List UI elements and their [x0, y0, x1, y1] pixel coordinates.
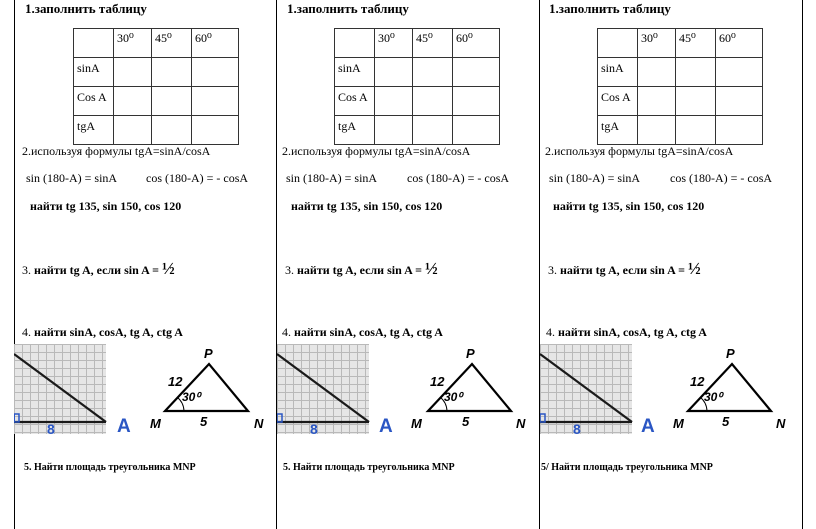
task3-text: найти tg A, если sin A =	[34, 263, 159, 277]
grid-vertex-label: A	[379, 416, 393, 437]
table-row-label: sinA	[335, 58, 375, 87]
formula-cos: cos (180-A) = - cosA	[146, 171, 249, 185]
task1-title: 1.заполнить таблицу	[549, 1, 671, 16]
table-cell	[413, 58, 453, 87]
task2-find: найти tg 135, sin 150, cos 120	[553, 199, 705, 213]
table-header-cell: 60⁰	[192, 29, 239, 58]
task3	[285, 259, 438, 279]
trig-table	[597, 28, 763, 145]
task3-text: найти tg A, если sin A =	[297, 263, 422, 277]
task3-number: 3.	[548, 263, 557, 277]
table-header-row	[335, 29, 500, 58]
table-cell	[598, 29, 638, 58]
table-cell	[413, 87, 453, 116]
table-header-cell: 60⁰	[716, 29, 763, 58]
vertex-p-label: P	[726, 346, 735, 361]
table-header-cell: 30⁰	[638, 29, 676, 58]
side-mp-label: 12	[690, 374, 705, 389]
task3-value: ½	[424, 259, 438, 278]
task3	[548, 259, 701, 279]
formula-sin: sin (180-A) = sinA	[549, 171, 641, 185]
task3	[22, 259, 175, 279]
vertex-n-label: N	[516, 416, 526, 431]
grid-vertex-label: A	[117, 416, 131, 437]
table-row	[74, 116, 239, 145]
table-cell	[335, 29, 375, 58]
task1-title: 1.заполнить таблицу	[287, 1, 409, 16]
table-cell	[453, 58, 500, 87]
task4	[22, 325, 183, 340]
table-cell	[114, 58, 152, 87]
side-mn-label: 5	[200, 414, 208, 429]
table-row	[74, 87, 239, 116]
task4-text: найти sinA, cosA, tg A, ctg A	[558, 325, 707, 339]
table-row	[335, 116, 500, 145]
formula-sin: sin (180-A) = sinA	[26, 171, 118, 185]
task3-value: ½	[161, 259, 175, 278]
worksheet-column-2	[277, 0, 540, 529]
table-row-label: sinA	[74, 58, 114, 87]
table-row-label: tgA	[335, 116, 375, 145]
table-cell	[192, 58, 239, 87]
formula-sin: sin (180-A) = sinA	[286, 171, 378, 185]
table-cell	[638, 87, 676, 116]
task5: 5. Найти площадь треугольника MNP	[24, 462, 196, 473]
table-header-cell: 45⁰	[413, 29, 453, 58]
table-cell	[74, 29, 114, 58]
table-cell	[413, 116, 453, 145]
table-row-label: Cos A	[335, 87, 375, 116]
vertex-n-label: N	[776, 416, 786, 431]
table-row	[598, 87, 763, 116]
task3-text: найти tg A, если sin A =	[560, 263, 685, 277]
table-cell	[152, 58, 192, 87]
grid-leg-label: 8	[310, 421, 318, 437]
table-cell	[375, 116, 413, 145]
table-cell	[375, 58, 413, 87]
task2-title: 2.используя формулы tgA=sinA/cosA	[282, 144, 471, 158]
table-row-label: tgA	[74, 116, 114, 145]
task3-value: ½	[687, 259, 701, 278]
table-cell	[114, 116, 152, 145]
table-header-cell: 30⁰	[114, 29, 152, 58]
grid-leg-label: 8	[47, 421, 55, 437]
table-cell	[676, 116, 716, 145]
angle-label: 30⁰	[182, 390, 201, 404]
task2-title: 2.используя формулы tgA=sinA/cosA	[545, 144, 734, 158]
task5: 5. Найти площадь треугольника MNP	[283, 462, 455, 473]
task3-number: 3.	[285, 263, 294, 277]
side-mn-label: 5	[722, 414, 730, 429]
angle-label: 30⁰	[704, 390, 723, 404]
table-row	[598, 116, 763, 145]
table-row-label: sinA	[598, 58, 638, 87]
table-cell	[114, 87, 152, 116]
table-header-cell: 30⁰	[375, 29, 413, 58]
task4-text: найти sinA, cosA, tg A, ctg A	[34, 325, 183, 339]
table-cell	[192, 87, 239, 116]
formula-cos: cos (180-A) = - cosA	[670, 171, 773, 185]
table-cell	[676, 58, 716, 87]
task4	[282, 325, 443, 340]
table-row-label: Cos A	[74, 87, 114, 116]
table-cell	[638, 116, 676, 145]
task4	[546, 325, 707, 340]
grid-triangle	[540, 344, 640, 436]
table-header-cell: 45⁰	[152, 29, 192, 58]
table-row	[598, 58, 763, 87]
vertex-m-label: M	[411, 416, 422, 431]
worksheet-column-3	[540, 0, 803, 529]
trig-table	[334, 28, 500, 145]
grid-vertex-label: A	[641, 416, 655, 437]
grid-leg-label: 8	[573, 421, 581, 437]
table-header-cell: 45⁰	[676, 29, 716, 58]
task2-find: найти tg 135, sin 150, cos 120	[30, 199, 182, 213]
task4-number: 4.	[546, 325, 555, 339]
trig-table	[73, 28, 239, 145]
table-row-label: tgA	[598, 116, 638, 145]
table-cell	[192, 116, 239, 145]
vertex-n-label: N	[254, 416, 264, 431]
side-mp-label: 12	[168, 374, 183, 389]
task4-number: 4.	[282, 325, 291, 339]
task4-text: найти sinA, cosA, tg A, ctg A	[294, 325, 443, 339]
side-mn-label: 5	[462, 414, 470, 429]
table-cell	[453, 87, 500, 116]
task2-find: найти tg 135, sin 150, cos 120	[291, 199, 443, 213]
table-cell	[375, 87, 413, 116]
table-cell	[638, 58, 676, 87]
side-mp-label: 12	[430, 374, 445, 389]
task2-title: 2.используя формулы tgA=sinA/cosA	[22, 144, 211, 158]
vertex-m-label: M	[673, 416, 684, 431]
table-header-row	[598, 29, 763, 58]
task1-title: 1.заполнить таблицу	[25, 1, 147, 16]
table-cell	[716, 87, 763, 116]
table-cell	[152, 116, 192, 145]
task5: 5/ Найти площадь треугольника MNP	[541, 462, 713, 473]
table-cell	[676, 87, 716, 116]
task3-number: 3.	[22, 263, 31, 277]
angle-label: 30⁰	[444, 390, 463, 404]
table-cell	[152, 87, 192, 116]
table-row	[335, 58, 500, 87]
grid-triangle	[277, 344, 377, 436]
table-cell	[453, 116, 500, 145]
table-header-row	[74, 29, 239, 58]
table-cell	[716, 116, 763, 145]
vertex-p-label: P	[204, 346, 213, 361]
grid-triangle	[14, 344, 114, 436]
table-cell	[716, 58, 763, 87]
worksheet-column-1	[14, 0, 277, 529]
table-row	[74, 58, 239, 87]
vertex-m-label: M	[150, 416, 161, 431]
task4-number: 4.	[22, 325, 31, 339]
table-row-label: Cos A	[598, 87, 638, 116]
vertex-p-label: P	[466, 346, 475, 361]
formula-cos: cos (180-A) = - cosA	[407, 171, 510, 185]
table-row	[335, 87, 500, 116]
table-header-cell: 60⁰	[453, 29, 500, 58]
